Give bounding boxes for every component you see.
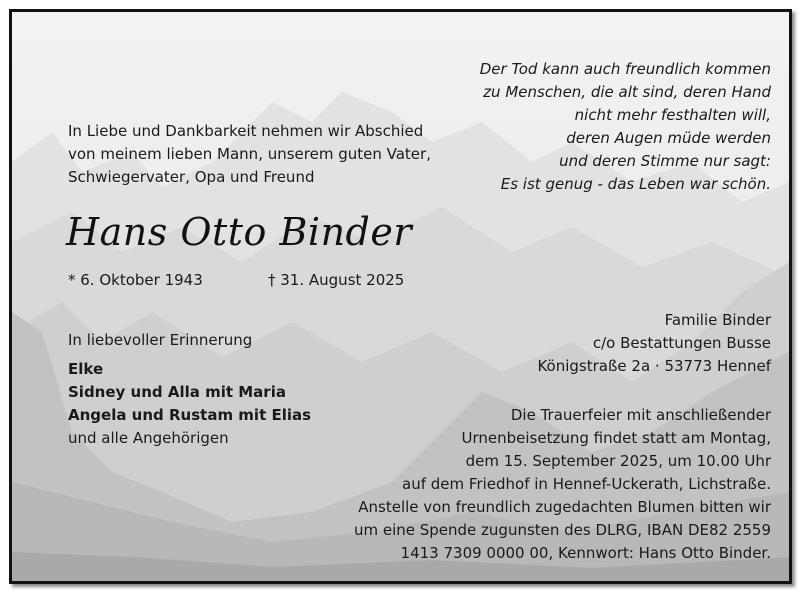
ceremony-line: dem 15. September 2025, um 10.00 Uhr bbox=[465, 452, 771, 470]
contact-line: c/o Bestattungen Busse bbox=[592, 334, 771, 352]
contact-line: Königstraße 2a · 53773 Hennef bbox=[537, 357, 771, 375]
poem-line: und deren Stimme nur sagt: bbox=[559, 152, 771, 170]
poem-line: deren Augen müde werden bbox=[566, 129, 771, 147]
intro-line: Schwiegervater, Opa und Freund bbox=[68, 168, 315, 186]
poem-line: Es ist genug - das Leben war schön. bbox=[500, 175, 771, 193]
ceremony-line: Anstelle von freundlich zugedachten Blumen bitten wir bbox=[358, 498, 771, 516]
poem-line: nicht mehr festhalten will, bbox=[574, 106, 771, 124]
ceremony-line: Die Trauerfeier mit anschließender bbox=[510, 406, 771, 424]
contact-address bbox=[537, 309, 771, 378]
poem-line: zu Menschen, die alt sind, deren Hand bbox=[483, 83, 771, 101]
relatives: und alle Angehörigen bbox=[68, 429, 229, 447]
contact-line: Familie Binder bbox=[664, 311, 771, 329]
life-dates bbox=[68, 269, 404, 292]
intro-line: In Liebe und Dankbarkeit nehmen wir Abschied bbox=[68, 122, 424, 140]
ceremony-line: Urnenbeisetzung findet statt am Montag, bbox=[461, 429, 771, 447]
obituary-card bbox=[9, 9, 792, 584]
intro-text bbox=[68, 120, 431, 189]
poem-line: Der Tod kann auch freundlich kommen bbox=[479, 60, 771, 78]
intro-line: von meinem lieben Mann, unserem guten Vater, bbox=[68, 145, 431, 163]
death-date: † 31. August 2025 bbox=[268, 271, 405, 289]
remembrance-label: In liebevoller Erinnerung bbox=[68, 331, 253, 349]
ceremony-line: auf dem Friedhof in Hennef-Uckerath, Lichstraße. bbox=[402, 475, 771, 493]
ceremony-line: um eine Spende zugunsten des DLRG, IBAN DE82 2559 bbox=[353, 521, 771, 539]
ceremony-line: 1413 7309 0000 00, Kennwort: Hans Otto Binder. bbox=[400, 544, 771, 562]
mourners bbox=[68, 358, 311, 450]
family-name: Elke bbox=[68, 360, 104, 378]
ceremony-info bbox=[354, 404, 771, 565]
birth-date: * 6. Oktober 1943 bbox=[68, 271, 203, 289]
deceased-name: Hans Otto Binder bbox=[66, 210, 413, 254]
poem bbox=[480, 58, 771, 196]
family-name: Sidney und Alla mit Maria bbox=[68, 383, 286, 401]
family-name: Angela und Rustam mit Elias bbox=[68, 406, 312, 424]
